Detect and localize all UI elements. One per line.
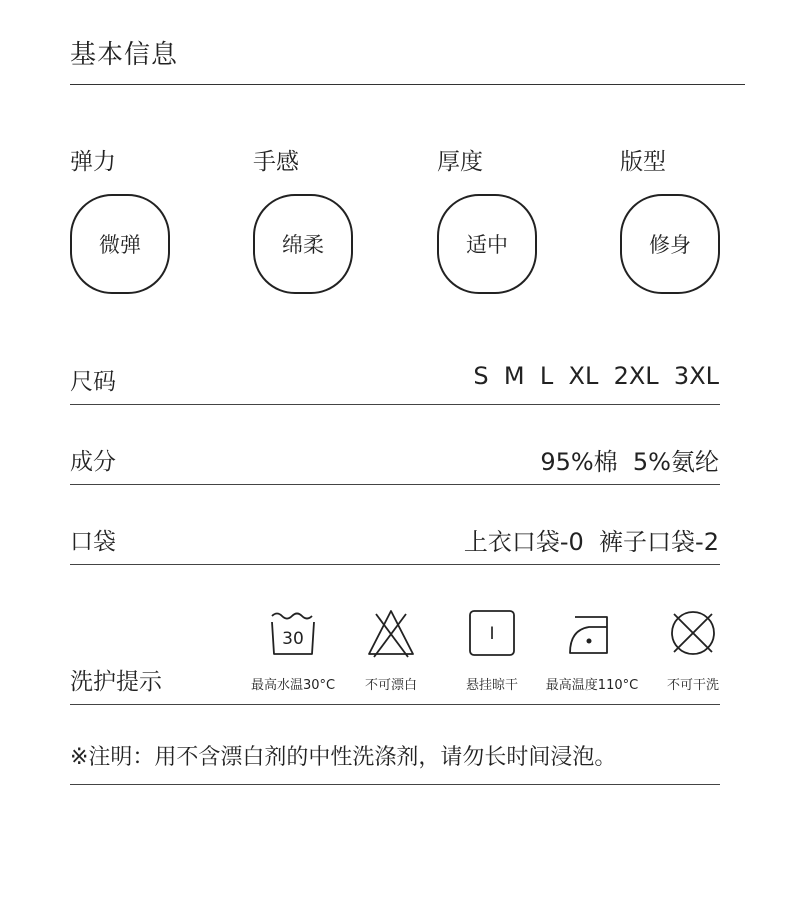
section-title: 基本信息	[70, 40, 179, 70]
care-caption-dryclean: 不可干洗	[666, 678, 720, 693]
pocket-label: 口袋	[70, 529, 116, 555]
size-divider	[70, 404, 720, 405]
attr-label-thickness: 厚度	[437, 149, 483, 175]
care-divider	[70, 704, 720, 705]
attr-label-feel: 手感	[253, 149, 299, 175]
composition-value: 95%棉 5%氨纶	[540, 448, 719, 476]
no-dry-clean-icon	[668, 608, 718, 658]
pocket-value: 上衣口袋-0 裤子口袋-2	[463, 528, 719, 556]
composition-label: 成分	[70, 449, 116, 475]
attr-value-fit: 修身	[649, 233, 691, 257]
care-note: ※注明：用不含漂白剂的中性洗涤剂，请勿长时间浸泡。	[70, 745, 617, 770]
pocket-divider	[70, 564, 720, 565]
size-value: S M L XL 2XL 3XL	[473, 362, 719, 390]
care-caption-wash: 最高水温30°C	[250, 678, 336, 693]
care-label: 洗护提示	[70, 669, 162, 695]
wash-temp-text: 30	[282, 629, 304, 649]
no-bleach-icon	[366, 608, 416, 658]
wash-30-icon	[268, 608, 318, 658]
attr-value-thickness: 适中	[466, 233, 508, 257]
attr-badge-fit	[620, 194, 720, 294]
attr-badge-elasticity	[70, 194, 170, 294]
attr-badge-feel	[253, 194, 353, 294]
note-divider	[70, 784, 720, 785]
care-caption-dry: 悬挂晾干	[465, 678, 519, 693]
attr-label-fit: 版型	[620, 149, 666, 175]
care-caption-bleach: 不可漂白	[364, 678, 418, 693]
attr-badge-thickness	[437, 194, 537, 294]
hang-dry-icon	[467, 608, 517, 658]
size-label: 尺码	[70, 369, 116, 395]
hang-dry-mark: I	[489, 624, 495, 644]
attr-value-elasticity: 微弹	[99, 233, 141, 257]
title-divider	[70, 84, 745, 85]
attr-value-feel: 绵柔	[282, 233, 324, 257]
care-caption-iron: 最高温度110°C	[545, 678, 639, 693]
iron-110-icon	[567, 608, 617, 658]
composition-divider	[70, 484, 720, 485]
attr-label-elasticity: 弹力	[70, 149, 116, 175]
